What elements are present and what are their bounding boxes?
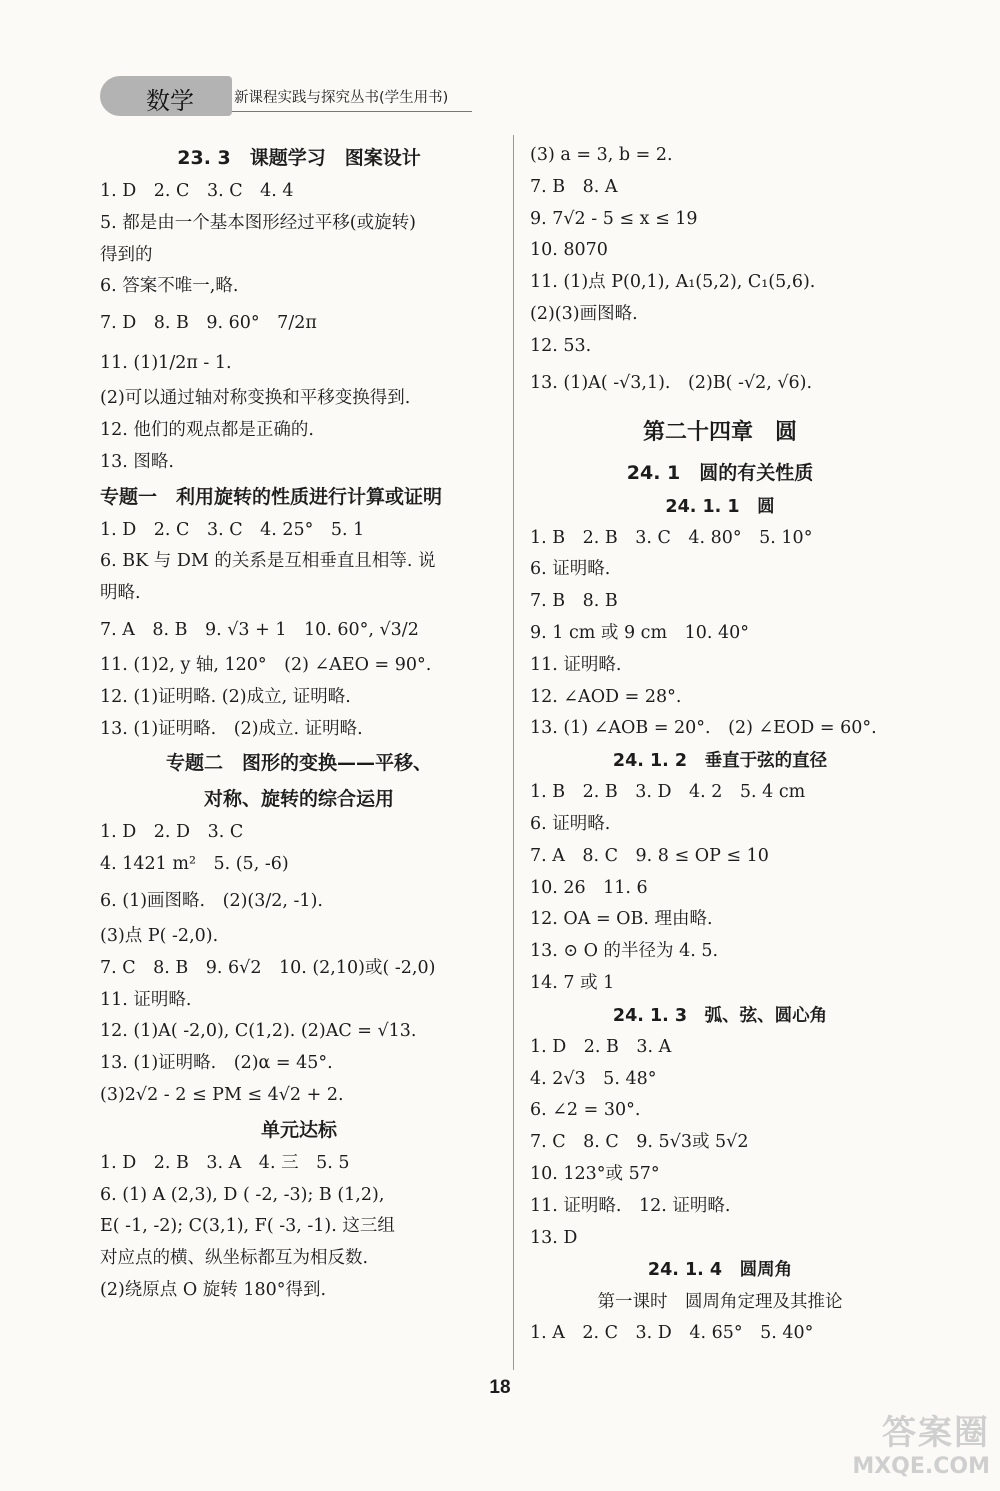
answer-line: 13. (1)证明略. (2)成立. 证明略. bbox=[100, 718, 363, 739]
watermark-url: MXQE.COM bbox=[852, 1454, 990, 1479]
answer-line: 明略. bbox=[100, 583, 141, 604]
answer-line: (3)点 P( -2,0). bbox=[100, 925, 219, 946]
answer-line: 1. D 2. B 3. A 4. 三 5. 5 bbox=[100, 1152, 350, 1173]
answer-line: 4. 1421 m² 5. (5, -6) bbox=[100, 854, 289, 875]
answer-line: 1. B 2. B 3. C 4. 80° 5. 10° bbox=[530, 527, 813, 548]
subsection-title: 24. 1. 4 圆周角 bbox=[647, 1260, 793, 1281]
answer-line: 11. (1)1/2π - 1. bbox=[100, 353, 232, 374]
answer-line: E( -1, -2); C(3,1), F( -3, -1). 这三组 bbox=[100, 1216, 395, 1237]
answer-line: 14. 7 或 1 bbox=[530, 972, 615, 993]
answer-line: 13. ⊙ O 的半径为 4. 5. bbox=[530, 941, 719, 962]
answer-line: (2)可以通过轴对称变换和平移变换得到. bbox=[100, 388, 411, 409]
answer-line: 13. 图略. bbox=[100, 451, 174, 472]
section-title: 对称、旋转的综合运用 bbox=[203, 788, 394, 811]
subsection-subtitle: 第一课时 圆周角定理及其推论 bbox=[597, 1292, 843, 1313]
left-column bbox=[100, 140, 498, 1307]
answer-line: 6. ∠2 = 30°. bbox=[530, 1100, 641, 1121]
answer-line: 1. A 2. C 3. D 4. 65° 5. 40° bbox=[530, 1323, 814, 1344]
answer-line: 13. (1)A( -√3,1). (2)B( -√2, √6). bbox=[530, 372, 813, 393]
header-series: 新课程实践与探究丛书(学生用书) bbox=[234, 90, 449, 106]
answer-line: 6. (1)画图略. (2)(3/2, -1). bbox=[100, 890, 323, 911]
answer-line: 6. (1) A (2,3), D ( -2, -3); B (1,2), bbox=[100, 1184, 385, 1205]
answer-line: 13. (1) ∠AOB = 20°. (2) ∠EOD = 60°. bbox=[530, 718, 877, 739]
answer-line: 12. ∠AOD = 28°. bbox=[530, 686, 682, 707]
answer-line: 1. D 2. D 3. C bbox=[100, 822, 244, 843]
answer-line: 9. 1 cm 或 9 cm 10. 40° bbox=[530, 622, 749, 643]
answer-line: 6. 证明略. bbox=[530, 813, 611, 834]
section-title: 专题一 利用旋转的性质进行计算或证明 bbox=[100, 485, 443, 508]
answer-line: 12. (1)证明略. (2)成立, 证明略. bbox=[100, 686, 351, 707]
answer-line: 7. B 8. B bbox=[530, 591, 618, 612]
answer-line: (3)2√2 - 2 ≤ PM ≤ 4√2 + 2. bbox=[100, 1084, 344, 1105]
answer-line: 6. 答案不唯一,略. bbox=[100, 276, 239, 297]
answer-line: 1. B 2. B 3. D 4. 2 5. 4 cm bbox=[530, 782, 806, 803]
subsection-title: 24. 1. 2 垂直于弦的直径 bbox=[612, 751, 828, 772]
answer-line: 1. D 2. B 3. A bbox=[530, 1036, 672, 1057]
header-rule bbox=[232, 111, 472, 112]
answer-line: 11. (1)点 P(0,1), A₁(5,2), C₁(5,6). bbox=[530, 272, 816, 293]
right-column bbox=[530, 140, 910, 1350]
answer-line: 12. 53. bbox=[530, 335, 592, 356]
answer-line: 10. 26 11. 6 bbox=[530, 877, 648, 898]
subsection-title: 24. 1. 1 圆 bbox=[665, 496, 775, 517]
answer-line: 12. OA = OB. 理由略. bbox=[530, 909, 713, 930]
watermark-logo: 答案圈 bbox=[882, 1413, 990, 1453]
answer-line: 4. 2√3 5. 48° bbox=[530, 1068, 657, 1089]
answer-line: 13. (1)证明略. (2)α = 45°. bbox=[100, 1053, 333, 1074]
answer-line: 7. C 8. B 9. 6√2 10. (2,10)或( -2,0) bbox=[100, 957, 436, 978]
answer-line: 12. 他们的观点都是正确的. bbox=[100, 419, 314, 440]
answer-line: 11. 证明略. 12. 证明略. bbox=[530, 1195, 731, 1216]
answer-line: 11. 证明略. bbox=[530, 654, 622, 675]
answer-line: (2)(3)画图略. bbox=[530, 303, 638, 324]
section-title: 24. 1 圆的有关性质 bbox=[626, 461, 814, 484]
answer-line: 11. 证明略. bbox=[100, 989, 192, 1010]
answer-line: (2)绕原点 O 旋转 180°得到. bbox=[100, 1279, 327, 1300]
answer-line: 1. D 2. C 3. C 4. 25° 5. 1 bbox=[100, 519, 365, 540]
page-number: 18 bbox=[489, 1377, 511, 1398]
answer-line: 得到的 bbox=[100, 244, 153, 265]
section-title: 23. 3 课题学习 图案设计 bbox=[177, 147, 421, 169]
answer-line: 11. (1)2, y 轴, 120° (2) ∠AEO = 90°. bbox=[100, 654, 432, 675]
answer-line: 7. B 8. A bbox=[530, 176, 618, 197]
header-subject: 数学 bbox=[146, 87, 194, 115]
watermark bbox=[800, 1405, 990, 1485]
answer-line: 6. BK 与 DM 的关系是互相垂直且相等. 说 bbox=[100, 551, 436, 572]
answer-line: 7. A 8. B 9. √3 + 1 10. 60°, √3/2 bbox=[100, 619, 419, 640]
subsection-title: 24. 1. 3 弧、弦、圆心角 bbox=[612, 1005, 828, 1026]
answer-line: 7. A 8. C 9. 8 ≤ OP ≤ 10 bbox=[530, 845, 769, 866]
answer-line: 1. D 2. C 3. C 4. 4 bbox=[100, 181, 294, 201]
answer-line: 10. 8070 bbox=[530, 240, 608, 261]
answer-line: 13. D bbox=[530, 1227, 578, 1248]
section-title: 单元达标 bbox=[260, 1118, 337, 1141]
answer-line: 对应点的横、纵坐标都互为相反数. bbox=[100, 1248, 369, 1269]
section-title: 专题二 图形的变换——平移、 bbox=[165, 752, 432, 775]
answer-line: 7. D 8. B 9. 60° 7/2π bbox=[100, 313, 317, 334]
answer-line: 7. C 8. C 9. 5√3或 5√2 bbox=[530, 1132, 749, 1153]
answer-line: 9. 7√2 - 5 ≤ x ≤ 19 bbox=[530, 208, 698, 229]
answer-line: 10. 123°或 57° bbox=[530, 1163, 660, 1184]
answer-line: 6. 证明略. bbox=[530, 559, 611, 580]
column-divider bbox=[513, 135, 514, 1370]
answer-line: 5. 都是由一个基本图形经过平移(或旋转) bbox=[100, 212, 416, 233]
answer-line: 12. (1)A( -2,0), C(1,2). (2)AC = √13. bbox=[100, 1021, 417, 1042]
answer-line: (3) a = 3, b = 2. bbox=[530, 145, 673, 165]
chapter-title: 第二十四章 圆 bbox=[642, 419, 797, 445]
